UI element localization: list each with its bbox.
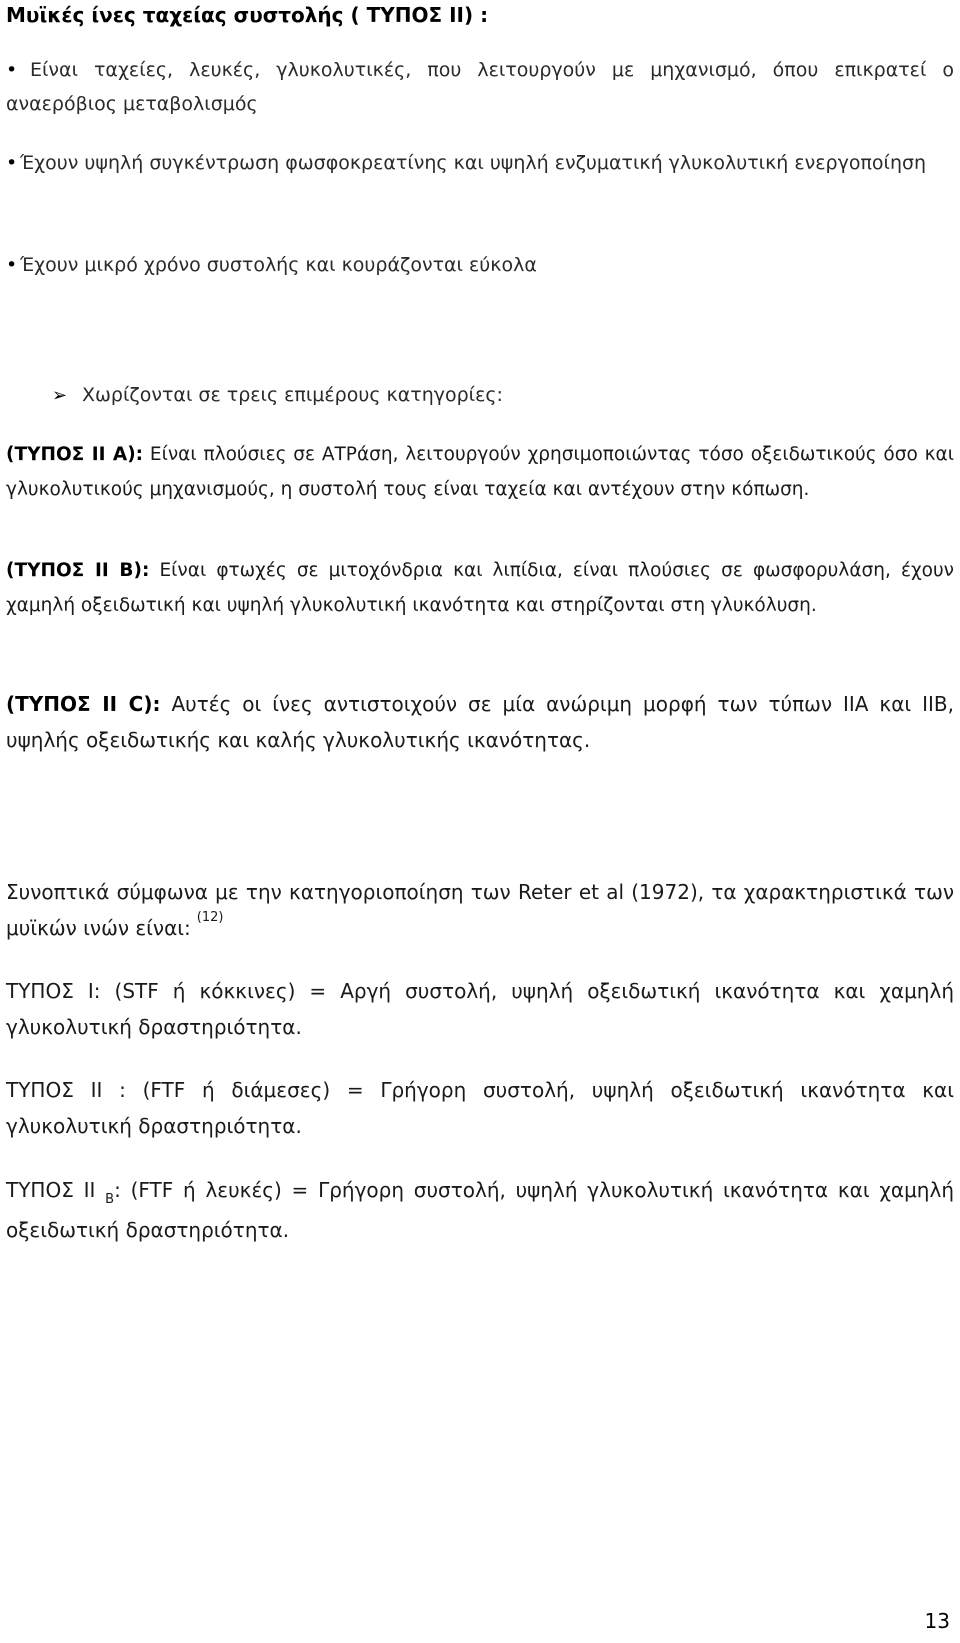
page-number: 13 <box>924 1609 950 1633</box>
bullet-symbol: • <box>6 254 18 276</box>
bullet-text: Έχουν μικρό χρόνο συστολής και κουράζονται εύκολα <box>20 254 537 276</box>
bullet-item <box>6 248 954 282</box>
type-text: ΤΥΠΟΣ Ι: (STF ή κόκκινες) = Αργή συστολή, υψηλή οξειδωτική ικανότητα και χαμηλή γλυκολυτική δραστηριότητα. <box>6 979 954 1039</box>
bullet-symbol: • <box>6 152 18 174</box>
subtype-text: Είναι φτωχές σε μιτοχόνδρια και λιπίδια, είναι πλούσιες σε φωσφορυλάση, έχουν χαμηλή οξειδωτική και υψηλή γλυκολυτική ικανότητα και στηρίζονται στη γλυκόλυση. <box>6 560 954 616</box>
bullet-text: Έχουν υψηλή συγκέντρωση φωσφοκρεατίνης και υψηλή ενζυματική γλυκολυτική ενεργοποίηση <box>20 152 927 174</box>
subtype-label: (ΤΥΠΟΣ ΙΙ C): <box>6 692 161 716</box>
bullet-text: Είναι ταχείες, λευκές, γλυκολυτικές, που λειτουργούν με μηχανισμό, όπου επικρατεί ο αναερόβιος μεταβολισμός <box>6 59 954 115</box>
type-definition <box>6 973 954 1045</box>
arrow-list-item <box>52 383 503 408</box>
subtype-paragraph <box>6 438 954 507</box>
bullet-item <box>6 53 954 121</box>
subtype-paragraph <box>6 686 954 758</box>
subtype-paragraph <box>6 554 954 623</box>
type-text: : (FTF ή λευκές) = Γρήγορη συστολή, υψηλή γλυκολυτική ικανότητα και χαμηλή οξειδωτική δραστηριότητα. <box>6 1178 954 1242</box>
type-subscript: Β <box>105 1192 115 1207</box>
type-text: ΤΥΠΟΣ ΙΙ : (FTF ή διάμεσες) = Γρήγορη συστολή, υψηλή οξειδωτική ικανότητα και γλυκολυτική δραστηριότητα. <box>6 1078 954 1138</box>
summary-paragraph <box>6 874 954 950</box>
subtype-label: (ΤΥΠΟΣ ΙΙ Β): <box>6 560 150 581</box>
type-definition <box>6 1072 954 1144</box>
arrow-bullet-icon: ➢ <box>52 385 68 406</box>
arrow-item-text: Χωρίζονται σε τρεις επιμέρους κατηγορίες: <box>82 384 503 406</box>
type-definition <box>6 1172 954 1248</box>
subtype-text: Αυτές οι ίνες αντιστοιχούν σε μία ανώριμη μορφή των τύπων ΙΙΑ και ΙΙΒ, υψηλής οξειδωτικής και καλής γλυκολυτικής ικανότητας. <box>6 692 954 752</box>
citation-ref: (12) <box>196 910 224 925</box>
subtype-label: (ΤΥΠΟΣ ΙΙ Α): <box>6 444 144 465</box>
bullet-item <box>6 146 954 180</box>
section-heading: Μυϊκές ίνες ταχείας συστολής ( ΤΥΠΟΣ ΙΙ) : <box>6 3 489 27</box>
subtype-text: Είναι πλούσιες σε ΑΤΡάση, λειτουργούν χρησιμοποιώντας τόσο οξειδωτικούς όσο και γλυκολυτικούς μηχανισμούς, η συστολή τους είναι ταχεία και αντέχουν στην κόπωση. <box>6 444 954 500</box>
type-prefix: ΤΥΠΟΣ ΙΙ <box>6 1178 96 1202</box>
bullet-symbol: • <box>6 59 18 81</box>
summary-text: Συνοπτικά σύμφωνα με την κατηγοριοποίηση των Reter et al (1972), τα χαρακτηριστικά των μυϊκών ινών είναι: <box>6 880 954 940</box>
